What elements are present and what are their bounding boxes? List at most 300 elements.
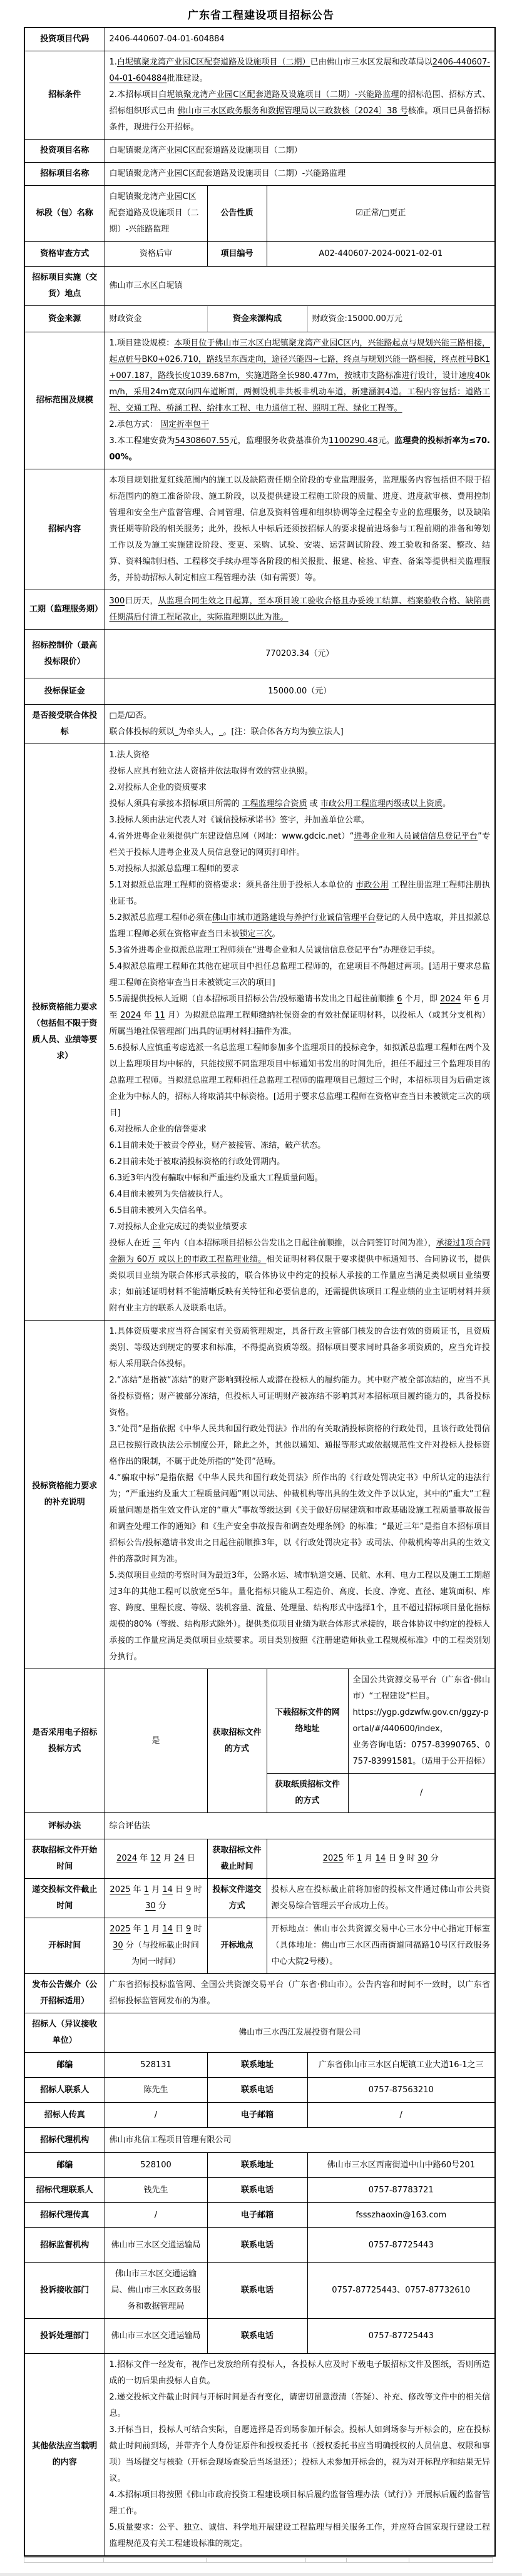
text-segment: 5.6投标人应慎重考虑选派一名总监理工程师参加多个监理项目的投标竞争，如拟派总监理工程师在两个及以上监理项目均中标的，只能按照不同监理项目中标通知书发出的时间先后，担任不超过三个监理项目的总监理工程师。当拟派总监理工程师担任总监理工程师的监理项目已超过三个时，本招标项目为后确定该企业为中标人的，招标人将取消其中标资格。[适用于要求总监理工程师在资格审查当日未被锁定三次的项目] [109,1043,490,1118]
paragraph [110,708,491,724]
paragraph [29,2282,100,2299]
value-agency-contact [105,2178,207,2203]
label-qualification-requirements [24,744,105,1321]
text-segment: 的招标范围、招标方式、招标组织形式已由 [109,90,490,116]
paragraph [110,2266,203,2315]
text-segment: 元，监理服务收费基准价为 [229,436,329,446]
paragraph [29,311,100,327]
text-segment: 770203.34（元） [265,648,334,658]
text-segment: 获取招标文件的方式 [212,1727,262,1754]
paragraph [312,2328,491,2344]
text-segment: 开标地点：佛山市公共资源交易中心三水分中心指定开标室（具体地址：佛山市三水区西南街道同福路10号区行政服务中心大院2号楼）。 [271,1924,490,1966]
text-segment: 2406-440607-04-01-604884 [109,34,225,44]
paragraph [110,1421,491,1470]
row-agency-contact [24,2178,495,2203]
text-segment: 日 [386,1854,399,1863]
text-segment: 3.“处罚”是指依据《中华人民共和国行政处罚法》作出的有关取消投标资格的行政处罚，且该行政处罚信息已按照行政执法公示制度公开，除此之外，其他以通知、通报等形式或依据规范性文件对投标人投标资格作出的限制，不属于此处所指的“处罚”范畴。 [109,1424,490,1466]
paragraph [29,999,100,1065]
text-segment: 标段（包）名称 [36,208,93,218]
text-segment: 0757-87725443 [368,2331,434,2341]
label-bid-opening-location [207,1918,267,1974]
label-tender-name [24,163,105,186]
text-segment: 个月，即 [402,994,441,1004]
paragraph [272,1851,491,1867]
text-segment: 佛山市城市道路建设与养护行业诚信管理平台 [212,913,376,923]
text-segment: 招标代理传真 [40,2210,90,2220]
paragraph [110,1154,491,1170]
text-segment: 14 [162,1885,173,1894]
row-evaluation-method [24,1813,495,1839]
paragraph [212,1843,262,1875]
text-segment: 白坭镇聚龙湾产业园C区配套道路及设施项目（二期） [116,58,310,67]
paragraph [212,1725,262,1757]
row-bid-submission [24,1879,495,1918]
text-segment: 14 [162,1924,173,1934]
label-complaint-reception [24,2263,105,2319]
label-complaint-reception-phone [207,2263,307,2319]
paragraph [110,1818,491,1834]
announcement-table [24,27,496,2557]
paragraph [312,2182,491,2199]
text-segment: 9 [186,1924,192,1934]
text-segment: 2024 [116,1854,138,1863]
trailing-empty-cell [306,2558,347,2562]
text-segment: 2024 [440,994,461,1004]
text-segment: 2.“冻结”是指被“冻结”的财产影响到投标人或潜在投标人的履约能力。其中财产被全部冻结的，应当不具备投标资格；财产被部分冻结，但投标人可证明财产被冻结不影响其对本招标项目履约能力的，具备投标资格。 [109,1376,490,1418]
paragraph [110,877,491,910]
paragraph [29,166,100,182]
text-segment: 其他依法应当载明的内容 [32,2441,98,2467]
text-segment: 佛山市三水区西南街道中山中路60号201 [327,2160,475,2170]
text-segment: 投资项目名称 [40,146,90,155]
text-segment: 评标办法 [48,1821,81,1831]
text-segment: 0757-87725443 [368,2240,434,2250]
paragraph [29,2132,100,2149]
paragraph [272,1882,491,1914]
text-segment: A02-440607-2024-0021-02-01 [319,248,443,258]
text-segment: 是否采用电子招标投标方式 [32,1727,98,1754]
text-segment: 3.投标人须由法定代表人对《诚信投标承诺书》签字，并加盖单位公章。 [109,815,369,825]
text-segment: □是/☑否。 [109,711,151,720]
paragraph [29,2157,100,2174]
row-investment-name [24,140,495,163]
trailing-empty-cell [207,2558,306,2562]
text-segment: 资格审查方式 [40,248,90,258]
text-segment: 日 [172,1924,187,1934]
text-segment: 年 [141,1011,155,1020]
value-service-period [105,590,495,630]
trailing-empty-cell [24,2558,104,2562]
label-bid-opening-time [24,1918,105,1974]
text-segment: 54308607.55 [175,436,230,446]
text-segment: 公告性质 [220,208,253,218]
paragraph [110,1219,491,1235]
text-segment: 相关证明材料仅限于要求提供中标通知书、合同协议书，提供类似项目业绩为联合体形式承接的，联合体协议中约定的投标人承接的工作量应当满足类似项目业绩要求；如前述证明材料不能清晰反映有关特征和必要信息的，还需提供该项目工程业绩的业主证明材料并须附有业主方的联系人及联系电话。 [109,1255,490,1313]
label-tenderer [24,2013,105,2053]
value-agency-email [307,2203,495,2228]
text-segment: 年 [130,1885,144,1894]
text-segment: 30 [417,1854,428,1863]
paragraph [312,2107,491,2124]
text-segment: 市政公用 [356,881,389,890]
paragraph [110,278,491,294]
text-segment: 广东省招标投标监管网、全国公共资源交易平台（广东省·佛山市）。公告内容和时间不一致时，以广东省招标投标监管网发布的为准。 [109,1980,490,2006]
value-funding-composition [307,306,495,332]
value-complaint-handling-phone [307,2319,495,2354]
paragraph [29,2182,100,2199]
paragraph [110,861,491,877]
text-segment: 5.1对拟派总监理工程师的资格要求：须具备注册于投标人本单位的 [109,881,356,890]
paragraph [29,2057,100,2073]
paragraph [110,1040,491,1122]
paragraph [212,2057,303,2073]
text-segment: 分（与投标截止时间为同一时间） [123,1941,199,1966]
text-segment: 核准。项目已具备招标条件，现进行公开招标。 [109,106,490,132]
label-funding-source [24,306,105,332]
paragraph [29,31,100,48]
text-segment: 月）为拟派总监理工程师缴纳社保资金的有效社保证明材料，以投标人（或其分支机构）所属当地社保管理部门出具的证明材料扫描件为准。 [109,1011,490,1036]
paragraph [110,2057,203,2073]
value-bid-submission-deadline [105,1879,207,1918]
text-segment: 月 [362,1854,376,1863]
text-segment: 开标时间 [48,1941,81,1950]
paragraph [110,959,491,991]
value-paper-doc-method [348,1774,495,1813]
paragraph [110,910,491,943]
paragraph [110,2025,491,2041]
paragraph [212,205,262,222]
paragraph [212,246,262,262]
text-segment: 1.项目建设规模： [109,339,175,348]
paragraph [110,2520,491,2552]
text-segment: fssszhaoxin@163.com [356,2210,447,2220]
text-segment: 锁定三次 [239,929,272,939]
label-tenderer-fax [24,2103,105,2128]
label-agency-contact [24,2178,105,2203]
label-doc-obtain-method [207,1669,267,1813]
text-segment: 从监理合同生效之日起算，至本项目竣工验收合格且办妥竣工结算、档案验收合格、缺陷责任期满后付清工程尾款止，实际监理期以此为准。 [109,596,490,622]
value-evaluation-method [105,1813,495,1839]
text-segment: 15000.00（元） [268,686,332,696]
paragraph [29,205,100,222]
paragraph [110,747,491,764]
text-segment: 4.“骗取中标”是指依据《中华人民共和国行政处罚法》所作出的《行政处罚决定书》中所认定的违法行为；“严重违约及重大工程质量问题”则以司法、仲裁机构等出具的生效文件予以认定，其中的“重大”工程质量问题是指生效文件认定的“重大”事故等级达到《关于做好房屋建筑和市政基础设施工程质量事故报告和调查处理工作的通知》和《生产安全事故报告和调查处理条例》的标准；“最近三年”是指自本招标项目招标公告/投标邀请书发出之日起往前顺推3年，以《行政处罚决定书》或司法、仲裁机构等出具的生效文件的落款时间为准。 [109,1473,490,1564]
text-segment: 月 [149,1885,163,1894]
text-segment: 12 [150,1854,161,1863]
text-segment: 电子邮箱 [240,2210,274,2220]
paragraph [29,2328,100,2344]
label-doc-download-url [267,1669,348,1774]
text-segment: 投标人应具有独立法人资格并依法取得有效的营业执照。 [109,767,313,776]
value-tenderer-address [307,2053,495,2078]
paragraph [110,1851,203,1867]
label-tenderer-contact [24,2078,105,2103]
paragraph [272,1777,344,1809]
value-notice-nature [267,186,495,242]
text-segment: 投标资格能力要求的补充说明 [32,1481,98,1507]
text-segment: 分 [427,1854,439,1863]
paragraph [212,2157,303,2174]
text-segment: 佛山市三水区政务服务和数据管理局以三政数核〔2024〕38 号 [177,106,409,116]
paragraph [29,1478,100,1511]
announcement-table-body [24,28,495,2556]
paragraph [29,2237,100,2254]
paragraph [312,2207,491,2224]
text-segment: 1 [357,1854,362,1863]
paragraph [353,1785,491,1801]
text-segment: 已由佛山市三水区发展和改革局以 [310,58,432,67]
text-segment: 6.对投标人企业的信誉要求 [109,1125,207,1134]
text-segment: 投诉处理部门 [40,2331,90,2341]
trailing-empty-row [24,2557,493,2563]
text-segment: 1 [143,1924,150,1934]
row-tenderer-fax [24,2103,495,2128]
text-segment: 白坭镇聚龙湾产业园C区配套道路及设施项目（二期）-兴能路监理 [158,90,399,100]
text-segment: 6 [397,994,402,1004]
label-complaint-handling-phone [207,2319,307,2354]
row-section-name [24,186,495,242]
text-segment: 招标项目名称 [40,169,90,178]
paragraph [110,1977,491,2010]
text-segment: 14 [375,1854,386,1863]
value-announcement-media [105,1974,495,2013]
text-segment: 2.对投标人企业的资质要求 [109,783,207,792]
value-section-name [105,186,207,242]
text-segment: 或 [307,799,320,809]
paragraph [212,2182,303,2199]
label-investment-name [24,140,105,163]
paragraph [29,1843,100,1875]
text-segment: 资格后审 [139,248,172,258]
row-investment-code [24,28,495,51]
text-segment: 时 [191,1885,202,1894]
text-segment: 1100290.48 [329,436,378,446]
value-investment-code [105,28,495,51]
value-qualification-supplement [105,1321,495,1669]
label-agency-email [207,2203,307,2228]
paragraph [29,1882,100,1914]
label-section-name [24,186,105,242]
paragraph [110,335,491,417]
text-segment: 招标范围及规模 [36,396,93,405]
paragraph [29,2082,100,2098]
text-segment: 528100 [140,2160,171,2170]
paragraph [29,2016,100,2049]
paragraph [110,1324,491,1372]
text-segment: 招标人联系人 [40,2085,90,2095]
paragraph [110,683,491,700]
value-agency-address [307,2153,495,2178]
text-segment: 投标文件递交方式 [212,1885,262,1911]
text-segment: 联系电话 [240,2085,274,2095]
text-segment: / [154,2110,158,2120]
paragraph [29,392,100,409]
text-segment: 佛山市三水区交通运输局、佛山市三水区政务服务和数据管理局 [111,2269,201,2311]
text-segment: 月至 [109,994,491,1020]
paragraph [312,2082,491,2098]
text-segment: ”专栏关于投标人进粤企业及人员信息登记的网页打印件。 [109,832,490,857]
label-bid-bond [24,678,105,705]
text-segment: 分 [155,1901,166,1911]
text-segment: 6.1目前未处于被责令停业，财产被接管、冻结，破产状态。 [109,1141,326,1150]
paragraph [110,87,491,136]
text-segment: / [399,2110,402,2120]
row-qualification-review [24,242,495,267]
trailing-empty-cell [347,2558,409,2562]
label-announcement-media [24,1974,105,2013]
label-agency-phone [207,2178,307,2203]
paragraph [110,143,491,159]
text-segment: 9 [186,1885,192,1894]
text-segment: 11 [155,1011,165,1020]
text-segment: 年 [130,1924,144,1934]
text-segment: 联系地址 [240,2060,274,2070]
text-segment: 电子邮箱 [240,2110,274,2120]
paragraph [110,829,491,861]
text-segment: 6.2目前未处于被取消投标资格的行政处罚期内。 [109,1157,285,1167]
paragraph [272,205,491,222]
text-segment: 登记的人员中选取，并且拟派总监理工程师必须在资格审查当日未被 [109,913,490,939]
value-tenderer-postcode [105,2053,207,2078]
paragraph [110,1122,491,1138]
label-implementation-location [24,267,105,306]
paragraph [312,311,491,327]
text-segment: 年 [343,1854,357,1863]
text-segment: 财政资金:15000.00万元 [312,314,402,324]
text-segment: 24 [174,1854,185,1863]
paragraph [110,2157,203,2174]
text-segment: 2.递交投标文件截止时间与开标时间是否有变化，请密切留意澄清（答疑）、补充、修改等文件中的相关信息。 [109,2393,490,2418]
paragraph [110,2422,491,2487]
value-project-number [267,242,495,267]
paragraph [110,1138,491,1154]
text-segment: / [154,2210,158,2220]
value-complaint-reception [105,2263,207,2319]
row-complaint-reception [24,2263,495,2319]
paragraph [312,2282,491,2299]
label-bid-submission-deadline [24,1879,105,1918]
paragraph [29,601,103,618]
text-segment: 投标保证金 [44,686,85,696]
paragraph [212,1882,262,1914]
text-segment: 30 [113,1941,123,1950]
row-bid-bond [24,678,495,705]
row-announcement-media [24,1974,495,2013]
row-other-content [24,2354,495,2557]
row-funding-source [24,306,495,332]
text-segment: 投标人在近 [109,1239,153,1248]
value-tenderer-contact [105,2078,207,2103]
paragraph [110,764,491,780]
text-segment: 招标内容 [48,524,81,534]
paragraph [312,2237,491,2254]
paragraph [272,1705,344,1737]
row-agency-fax [24,2203,495,2228]
text-segment: 1.招标文件一经发布，视作已发放给所有投标人，各投标人应及时下载电子版招标文件及图纸，否则所造成的一切后果由投标人自负。 [109,2360,490,2386]
paragraph [110,991,491,1040]
paragraph [353,1672,491,1705]
text-segment: 获取纸质招标文件的方式 [274,1780,340,1806]
text-segment: 4.省外进粤企业须提供广东建设信息网（网址：www.gdcic.net）“ [109,832,354,841]
value-implementation-location [105,267,495,306]
label-supervision-agency [24,2228,105,2263]
trailing-empty-cell [409,2558,493,2562]
text-segment: 全国公共资源交易平台（广东省·佛山市）“工程建设”栏目。 [352,1675,490,1701]
text-segment: 获取招标文件开始时间 [32,1846,98,1871]
text-segment: / [420,1788,423,1797]
label-paper-doc-method [267,1774,348,1813]
text-segment: 招标监督机构 [40,2240,90,2250]
paragraph [110,1470,491,1568]
row-electronic-bidding [24,1669,495,1774]
value-complaint-reception-phone [307,2263,495,2319]
text-segment: 固定折率包干 [160,420,210,429]
text-segment: 2406-440607-04-01-604884 [109,58,490,83]
text-segment: 陈先生 [143,2085,168,2095]
label-tenderer-address [207,2053,307,2078]
text-segment: 3.开标当日，投标人可结合实际，自愿选择是否到场参加开标会。投标人如到场参与开标会的，应在投标截止时间前到场，并带齐个人身份证原件和授权委托书（授权委托书应当明确授权的人员信息、权限和事项）当场提交与核验（开标会现场查验后当场退还）；投标人未参加开标会的，视为对开标程序和结果无异议。 [109,2425,490,2483]
text-segment: 元。 [377,436,395,446]
text-segment: 7.对投标人企业完成过的类似业绩要求 [109,1222,247,1232]
paragraph [110,1170,491,1187]
paragraph [110,943,491,959]
text-segment: 。 [272,929,280,939]
text-segment: 资金来源 [48,314,81,324]
text-segment: 佛山市三水区交通运输局 [111,2331,201,2341]
paragraph [29,638,100,670]
text-segment: 广东省佛山市三水区白坭镇工业大道16-1之三 [318,2060,484,2070]
paragraph [212,2282,303,2299]
text-segment: 1.法人资格 [109,750,150,760]
row-supervision-agency [24,2228,495,2263]
text-segment: 时 [404,1854,418,1863]
label-tender-conditions [24,51,105,140]
value-complaint-handling [105,2319,207,2354]
text-segment: ☑正常/□更正 [356,208,406,218]
text-segment: 进粤企业和人员诚信信息登记平台 [354,832,478,841]
label-qualification-supplement [24,1321,105,1669]
row-implementation-location [24,267,495,306]
text-segment: 钱先生 [143,2185,168,2195]
paragraph [212,2237,303,2254]
text-segment: 9 [399,1854,404,1863]
text-segment: 投标人应在投标截止前将加密的投标文件通过佛山市公共资源交易综合管理云平台成功上传。 [271,1885,490,1911]
row-tender-content [24,469,495,590]
value-bid-opening-time [105,1918,207,1974]
text-segment: 年内（自本招标项目招标公告发出之日起往前顺推，以合同签订时间为准）， [160,1239,436,1248]
paragraph [29,683,100,700]
paragraph [110,1203,491,1219]
text-segment: 6.5目前未被列入失信名单。 [109,1206,212,1215]
paragraph [110,473,491,586]
text-segment: 承接过1项合同金额为 60万 或以上的市政工程监理业绩。 [109,1239,490,1264]
paragraph [353,1705,491,1737]
text-segment: 年 [137,1854,151,1863]
label-agency [24,2128,105,2153]
text-segment: 1.具体资质要求应当符合国家有关资质管理规定，具备行政主管部门核发的合法有效的资质证书，且资质类别、等级达到规定的要求和标准，不得提高资质等级。招标项目要求同时具备多项资质的，应当允许投标人采用联合体投标。 [109,1327,490,1369]
paragraph [212,311,303,327]
text-segment: 0757-87725443、0757-87732610 [332,2286,471,2295]
paragraph [212,1938,262,1954]
text-segment: 2025 [110,1885,131,1894]
paragraph [110,433,491,466]
page-title: 广东省工程建设项目招标公告 [188,9,334,22]
paragraph [110,311,203,327]
paragraph [110,2487,491,2520]
row-qualification-requirements [24,744,495,1321]
value-agency-postcode [105,2153,207,2178]
label-tenderer-postcode [24,2053,105,2078]
